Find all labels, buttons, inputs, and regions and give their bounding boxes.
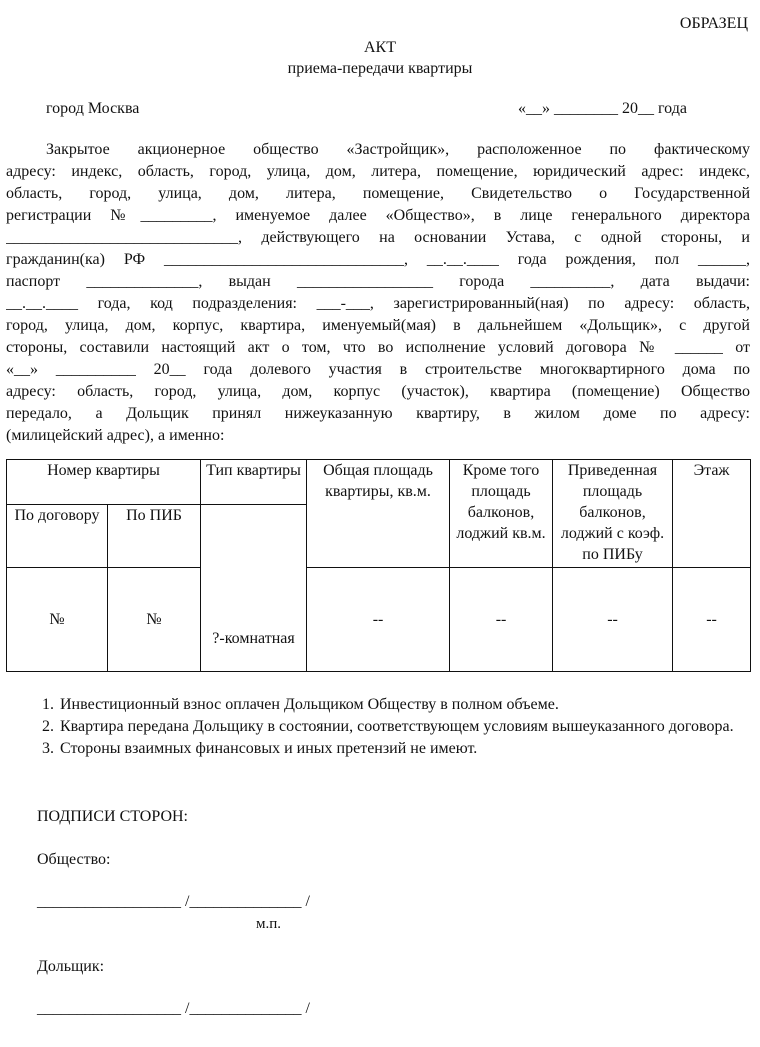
stamp-label: м.п. <box>256 916 282 932</box>
body-line: область, город, улица, дом, литера, помещение, Свидетельство о Государственной <box>6 185 750 202</box>
body-line: передало, а Дольщик принял нижеуказанную квартиру, в жилом доме по адресу: <box>6 405 750 422</box>
date-line: «__» ________ 20__ года <box>518 100 687 117</box>
signature-line-society: __________________ /______________ / <box>37 893 310 910</box>
body-line: «__» __________ 20__ года долевого участия в строительстве многоквартирного дома по <box>6 361 750 378</box>
body-line: гражданин(ка) РФ ______________________________, __.__.____ года рождения, пол ______, <box>6 251 750 268</box>
signature-line-shareholder: __________________ /______________ / <box>37 1000 310 1017</box>
body-line: регистрации №_________, именуемое далее «Общество», в лице генерального директора <box>6 207 750 224</box>
body-line: город, улица, дом, корпус, квартира, именуемый(мая) в дальнейшем «Дольщик», с другой <box>6 317 750 334</box>
body-paragraph <box>6 139 750 447</box>
party-society-label: Общество: <box>37 851 111 868</box>
apartment-table <box>6 459 751 672</box>
party-shareholder-label: Дольщик: <box>37 958 105 975</box>
cell-apartment-type: ?-комнатная <box>201 505 307 672</box>
body-line: _____________________________, действующего на основании Устава, с одной стороны, и <box>6 229 750 246</box>
body-line: __.__.____ года, код подразделения: ___-___, зарегистрированный(ная) по адресу: область, <box>6 295 750 312</box>
body-line: паспорт ______________, выдан _________________ города __________, дата выдачи: <box>6 273 750 290</box>
header-apartment-type: Тип квартиры <box>201 460 307 505</box>
list-item: 2. Квартира передана Дольщику в состоянии, соответствующем условиям вышеуказанного договора. <box>58 716 748 738</box>
body-line: Закрытое акционерное общество «Застройщик», расположенное по фактическому <box>46 141 750 158</box>
signatures-title: ПОДПИСИ СТОРОН: <box>37 808 188 825</box>
header-by-contract: По договору <box>7 505 108 568</box>
cell-total-area: -- <box>307 568 450 672</box>
cell-contract-number: № <box>7 568 108 672</box>
body-line: адресу: область, город, улица, дом, корпус (участок), квартира (помещение) Общество <box>6 383 750 400</box>
cell-floor: -- <box>673 568 751 672</box>
header-reduced-area: Приведенная площадь балконов, лоджий с коэф. по ПИБу <box>553 460 673 568</box>
cell-balcony-area: -- <box>450 568 553 672</box>
list-item: 3. Стороны взаимных финансовых и иных претензий не имеют. <box>58 738 748 760</box>
header-balcony-area: Кроме того площадь балконов, лоджий кв.м. <box>450 460 553 568</box>
list-item: 1. Инвестиционный взнос оплачен Дольщиком Обществу в полном объеме. <box>58 694 748 716</box>
sample-label: ОБРАЗЕЦ <box>679 15 748 32</box>
header-apartment-number: Номер квартиры <box>7 460 201 505</box>
body-line: адресу: индекс, область, город, улица, дом, литера, помещение, юридический адрес: индекс, <box>6 163 750 180</box>
conditions-list <box>10 694 748 760</box>
document-title: АКТ <box>364 39 396 56</box>
document-subtitle: приема-передачи квартиры <box>287 60 473 77</box>
cell-pib-number: № <box>108 568 201 672</box>
header-total-area: Общая площадь квартиры, кв.м. <box>307 460 450 568</box>
cell-reduced-area: -- <box>553 568 673 672</box>
header-by-pib: По ПИБ <box>108 505 201 568</box>
header-floor: Этаж <box>673 460 751 568</box>
body-line: стороны, составили настоящий акт о том, что во исполнение условий договора № ______ от <box>6 339 750 356</box>
city: город Москва <box>46 100 140 117</box>
body-line: (милицейский адрес), а именно: <box>6 427 225 444</box>
